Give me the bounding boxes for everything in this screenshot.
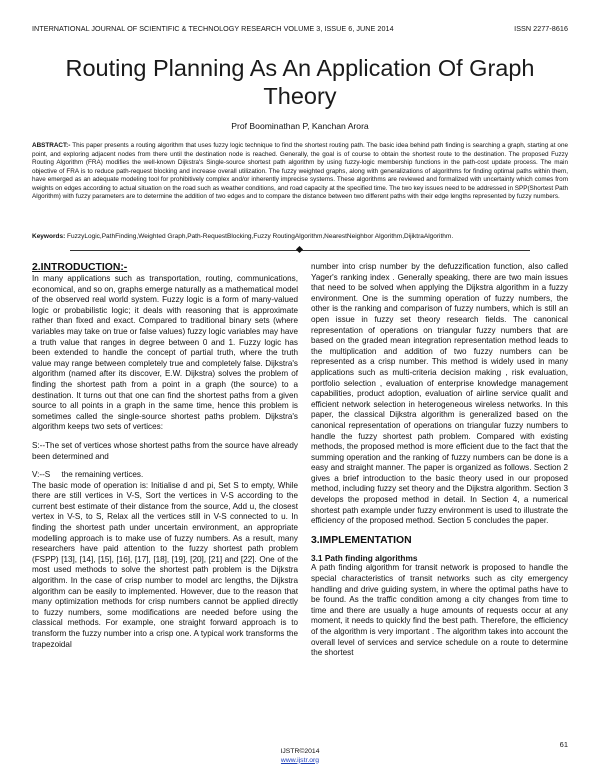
path-finding-subheading: 3.1 Path finding algorithms xyxy=(311,552,418,563)
page-number: 61 xyxy=(559,740,568,749)
issn: ISSN 2277-8616 xyxy=(514,24,568,33)
authors: Prof Boominathan P, Kanchan Arora xyxy=(231,121,369,131)
intro-paragraph-1: In many applications such as transportation, routing, communications, economical, and so on, graphs emerge naturally as a mathematical model of the observed real world system. Fuzzy logic is a form of many-valued logic or probabilistic logic; it deals with reasoning that is approximate rather than fixed and exact. Compared to traditional binary sets (where variables may take on true or false values) fuzzy logic variables may have a truth value that ranges in degree between 0 and 1. Fuzzy logic has been extended to handle the concept of partial truth, where the truth value may range between completely true and completely false. Dijkstra's algorithm (named after its discover, E.W. Dijkstra) solves the problem of finding the shortest path from a point in a graph (the source) to a destination. It turns out that one can find the shortest paths from a given source to all points in a graph in the same time, hence this problem is sometimes called the single-source shortest paths problem. Dijkstra's algorithm keeps two sets of vertices: xyxy=(32,274,299,432)
abstract xyxy=(32,142,568,202)
left-column xyxy=(32,262,298,650)
abstract-text: This paper presents a routing algorithm that uses fuzzy logic technique to find the shortest routing path. The basic idea behind path finding is searching a graph, starting at one point, and exploring adjacent nodes from there until the destination node is reached. Generally, the goal is of course to obtain the shortest route to the destination. The proposed Fuzzy Routing Algorithm (FRA) modifies the well-known Dijkstra's Single-source shortest path algorithm by using fuzzy-logic membership functions in the path-cost update process. The main objective of FRA is to reduce path-request blocking and increase overall utilization. The fuzzy weighted graphs, along with generalizations of algorithms for finding optimal paths within them, have emerged as an adequate modeling tool for prohibitively complex and/or inherently imprecise systems. These algorithms are reviewed and formalized with uncertainty which comes from weights on edges according to actual situation on the road such as weather conditions, and road capacity at the specified time. The two key issues need to be addressed in SPP(Shortest Path Algorithm) with fuzzy parameters are to determine the addition of two edges and to compare the distance between two different paths with their edge lengths represented by fuzzy numbers. xyxy=(32,142,568,201)
keywords xyxy=(32,233,568,242)
journal-title: INTERNATIONAL JOURNAL OF SCIENTIFIC & TECHNOLOGY RESEARCH VOLUME 3, ISSUE 6, JUNE 2014 xyxy=(32,24,394,33)
footer-url[interactable]: www.ijstr.org xyxy=(280,756,320,764)
section-divider xyxy=(70,247,530,255)
intro-paragraph-3: V:--S the remaining vertices. xyxy=(32,470,144,480)
right-paragraph-2: A path finding algorithm for transit network is proposed to handle the special characteristics of transit networks such as city emergency handling and drive guiding system, in where the optimal paths have to be found. As the traffic condition among a city changes from time to time and there are usually a huge amounts of requests occur at any moment, it needs to quickly find the best path. Therefore, the efficiency of the algorithm is very important . The algorithm takes into account the overall level of services and service schedule on a route to determine the shortest xyxy=(311,563,568,658)
intro-paragraph-4: The basic mode of operation is: Initialise d and pi, Set S to empty, While there are still vertices in V-S, Sort the vertices in V-S according to the current best estimate of their distance from the source, Add u, the closest vertex in V-S, to S, Relax all the vertices still in V-S connected to u. In finding the shortest path under uncertain environment, an appropriate modelling approach is to make use of fuzzy numbers. As a result, many researchers have paid attention to the fuzzy shortest path problem (FSPP) [13], [14], [15], [16], [17], [18], [19], [20], [21] and [22]. One of the most used methods to solve the shortest path problem is the Dijkstra algorithm. In the case of crisp number to model arc lengths, the Dijkstra algorithm can be easily to implemented. However, due to the reason that many optimization methods for crisp numbers cannot be applied directly to fuzzy numbers, some modifications are needed before using the classical methods. For example, one straight forward approach is to transform the fuzzy number into a crisp one. A typical work transforms the trapezoidal xyxy=(32,480,298,649)
right-column xyxy=(311,262,568,659)
journal-header xyxy=(32,24,568,36)
paper-title: Routing Planning As An Application Of Graph Theory xyxy=(65,55,535,109)
abstract-label: ABSTRACT:- xyxy=(32,142,71,149)
implementation-heading: 3.IMPLEMENTATION xyxy=(311,534,412,546)
diamond-icon xyxy=(296,246,303,253)
right-paragraph-1: number into crisp number by the defuzzification function, also called Yager's ranking index . Generally speaking, there are two main issues that need to be solved when applying the Dijkstra algorithm in a fuzzy environment. One is the summing operation of fuzzy numbers, the other is the ranking and comparison of fuzzy numbers, which is still an open issue in fuzzy set theory research fields. The canonical representation of operations on triangular fuzzy numbers that are based on the graded mean integration representation method leads to the multiplication and addition of two fuzzy numbers can be represented as a crisp number. This method is widely used in many applications such as multi-criteria decision making , risk evaluation, portfolio selection , evaluation of enterprise knowledge management capabilities, product adoption, evaluation of airline service qualit and efficient network selection in heterogeneous wireless networks. In this paper, the classical Dijkstra algorithm is generalized based on the canonical representation of operations on triangular fuzzy numbers to handle the fuzzy shortest path problem. Compared with existing methods, the proposed method is more efficient due to the fact that the summing operation and the ranking of fuzzy numbers can be done is a easy and straight manner. The paper is organized as follows. Section 2 gives a brief introduction to the basic theory used in our proposed method, including fuzzy set theory and the Dijkstra algorithm. Section 3 develops the proposed method in detail. In Section 4, a numerical shortest path example under fuzzy environment is used to illustrate the efficiency of the proposed method. Section 5 concludes the paper. xyxy=(311,262,568,526)
keywords-label: Keywords: xyxy=(32,233,66,240)
page-footer xyxy=(0,748,600,765)
footer-code: IJSTR©2014 xyxy=(280,748,320,755)
keywords-text: FuzzyLogic,PathFinding,Weighted Graph,Path-RequestBlocking,Fuzzy RoutingAlgorithm,NearestNeighbor Algorithm,DijiktraAlgorithm. xyxy=(65,233,454,240)
intro-paragraph-2: S:--The set of vertices whose shortest paths from the source have already been determined and xyxy=(32,440,298,461)
introduction-heading: 2.INTRODUCTION:- xyxy=(32,262,128,273)
